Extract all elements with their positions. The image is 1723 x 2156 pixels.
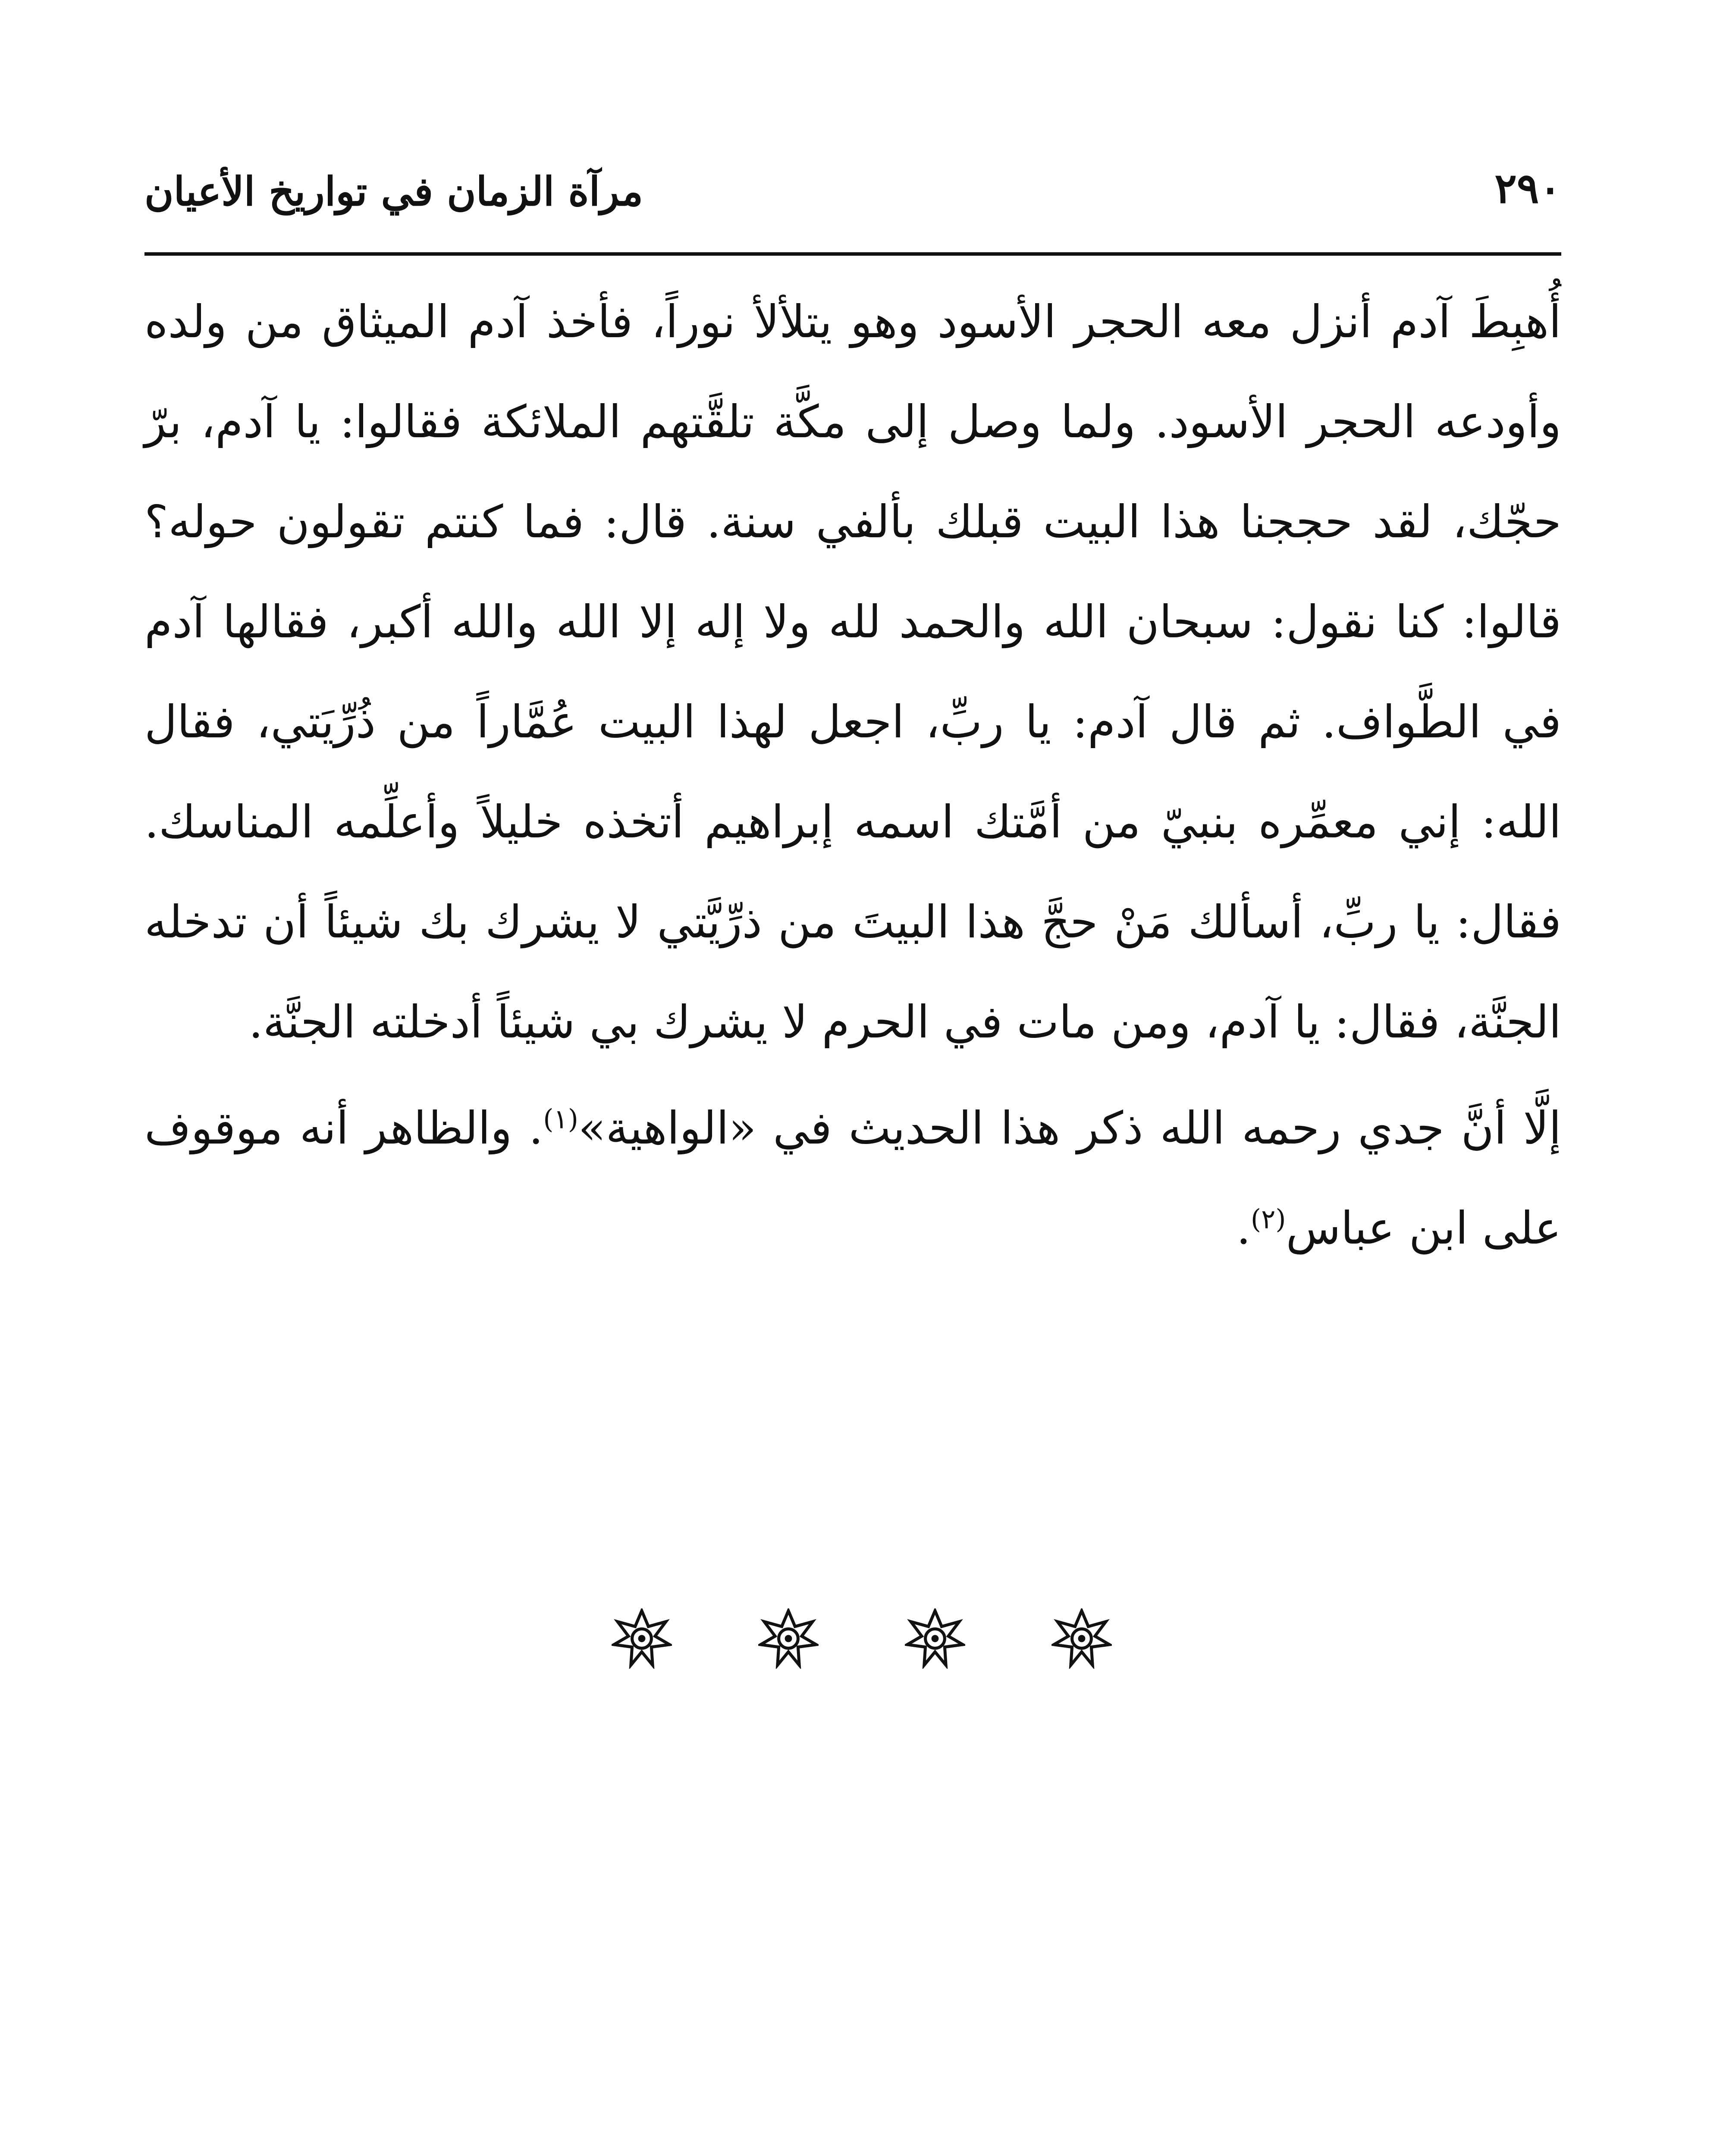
star-flower-ornament-icon: [758, 1608, 819, 1669]
paragraph-commentary: [144, 1078, 1561, 1278]
running-title: مرآة الزمان في تواريخ الأعيان: [144, 168, 643, 215]
star-flower-ornament-icon: [612, 1608, 672, 1669]
paragraph-commentary-part-c: .: [1236, 1202, 1251, 1254]
star-flower-ornament-icon: [1051, 1608, 1112, 1669]
paragraph-commentary-part-b: . والظاهر أنه موقوف على ابن عباس: [144, 1102, 1561, 1254]
main-text: [144, 272, 1561, 1278]
header-rule: [144, 252, 1561, 256]
footnote-ref-2: (٢): [1250, 1203, 1286, 1235]
paragraph-commentary-part-a: إلَّا أنَّ جدي رحمه الله ذكر هذا الحديث في «الواهية»: [578, 1102, 1562, 1154]
section-end-ornaments: [0, 1608, 1723, 1703]
running-header: [144, 155, 1561, 237]
paragraph-hadith: أُهبِطَ آدم أنزل معه الحجر الأسود وهو يتلألأ نوراً، فأخذ آدم الميثاق من ولده وأودعه الحجر الأسود. ولما وصل إلى مكَّة تلقَّتهم الملائكة فقالوا: يا آدم، برّ حجّك، لقد حججنا هذا البيت قبلك بألفي سنة. قال: فما كنتم تقولون حوله؟ قالوا: كنا نقول: سبحان الله والحمد لله ولا إله إلا الله والله أكبر، فقالها آدم في الطَّواف. ثم قال آدم: يا ربِّ، اجعل لهذا البيت عُمَّاراً من ذُرِّيَتي، فقال الله: إني معمِّره بنبيّ من أمَّتك اسمه إبراهيم أتخذه خليلاً وأعلِّمه المناسك. فقال: يا ربِّ، أسألك مَنْ حجَّ هذا البيتَ من ذرِّيَّتي لا يشرك بك شيئاً أن تدخله الجنَّة، فقال: يا آدم، ومن مات في الحرم لا يشرك بي شيئاً أدخلته الجنَّة.: [144, 295, 1562, 1048]
page-number: ٢٩٠: [1494, 164, 1561, 213]
star-flower-ornament-icon: [905, 1608, 965, 1669]
footnote-ref-1: (١): [543, 1103, 578, 1135]
